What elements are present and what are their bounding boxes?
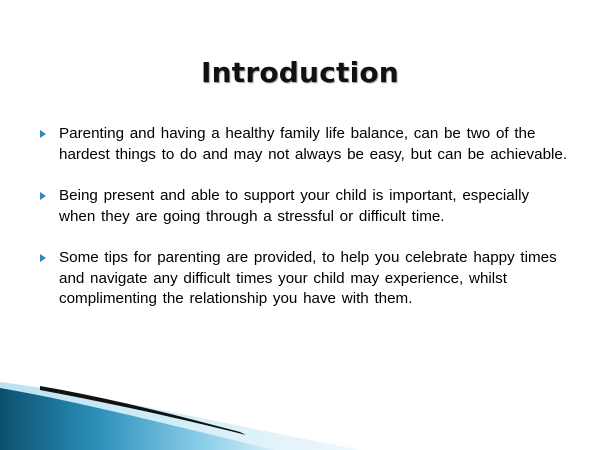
triangle-right-icon — [40, 254, 46, 262]
bullet-list — [38, 124, 568, 331]
slide-title: Introduction — [201, 56, 399, 89]
bullet-item-1 — [38, 124, 568, 165]
bullet-text: Some tips for parenting are provided, to help you celebrate happy times and navigate any difficult times your child may experience, whilst complimenting the relationship you have with them. — [59, 249, 557, 307]
bullet-item-3 — [38, 248, 568, 310]
wave-main-band — [0, 388, 275, 450]
triangle-right-icon — [40, 130, 46, 138]
bullet-text: Parenting and having a healthy family life balance, can be two of the hardest things to do and may not always be easy, but can be achievable. — [59, 125, 568, 163]
bullet-item-2 — [38, 186, 568, 227]
decorative-wave-graphic — [0, 378, 600, 450]
bullet-text: Being present and able to support your child is important, especially when they are going through a stressful or difficult time. — [59, 187, 530, 225]
triangle-right-icon — [40, 192, 46, 200]
